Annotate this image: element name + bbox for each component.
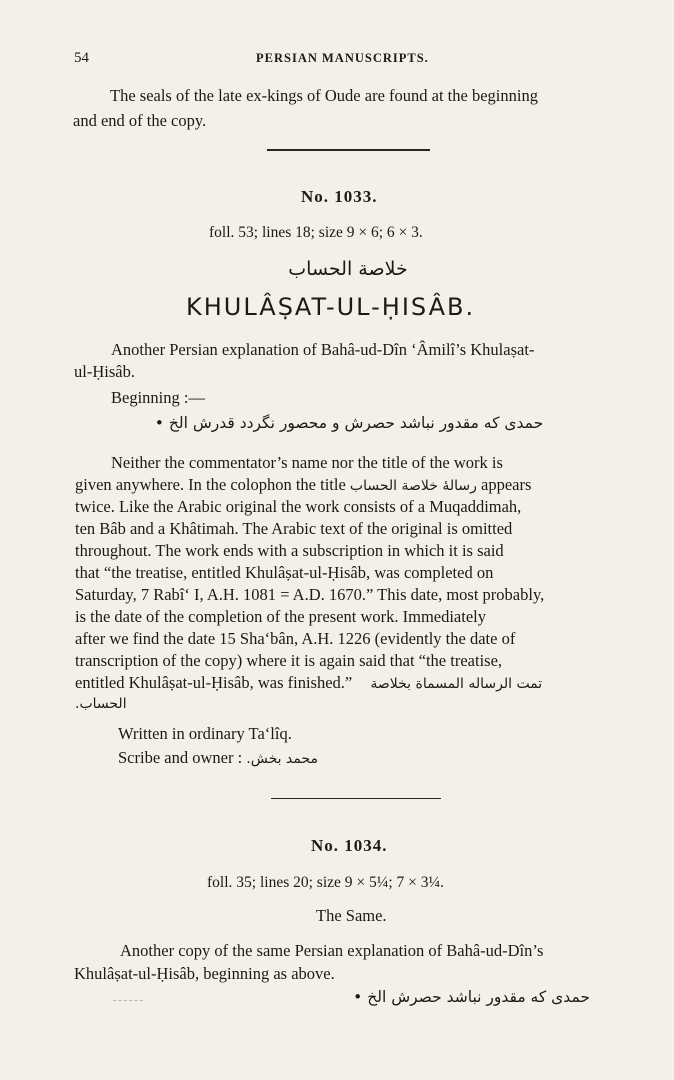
- body-line-8: is the date of the completion of the present work. Immediately: [75, 607, 487, 626]
- beginning-label: Beginning :—: [111, 388, 205, 407]
- running-title: PERSIAN MANUSCRIPTS.: [256, 51, 429, 65]
- entry-1034-description-line-1: Another copy of the same Persian explanation of Bahâ-ud-Dîn’s: [120, 941, 544, 960]
- entry-1034-description-line-2: Khulâṣat-ul-Ḥisâb, beginning as above.: [74, 964, 335, 983]
- body-line-3: twice. Like the Arabic original the work consists of a Muqaddimah,: [75, 497, 522, 516]
- intro-line-2: and end of the copy.: [73, 111, 207, 130]
- entry-1034-beginning: [300, 988, 590, 1006]
- scribe-label: Scribe and owner :: [118, 748, 243, 767]
- entry-number-1033: No. 1033.: [301, 187, 378, 206]
- body-line-2: [75, 474, 531, 497]
- description-line-1: Another Persian explanation of Bahâ-ud-Dîn ‘Âmilî’s Khulaṣat-: [111, 340, 535, 359]
- beginning-arabic-text: [118, 414, 580, 432]
- description-line-2: ul-Ḥisâb.: [74, 362, 135, 381]
- body-line-5: throughout. The work ends with a subscription in which it is said: [75, 541, 504, 560]
- bullet-mark: •: [154, 414, 164, 432]
- arabic-title: خلاصة الحساب: [288, 258, 408, 280]
- same-heading: The Same.: [316, 906, 387, 925]
- entry-details-1033: foll. 53; lines 18; size 9 × 6; 6 × 3.: [209, 224, 423, 241]
- entry-number-1034: No. 1034.: [311, 836, 388, 855]
- body-line-9: after we find the date 15 Sha‘bân, A.H. 1226 (evidently the date of: [75, 629, 516, 648]
- colophon-title-arabic: رسالهٔ خلاصة الحساب: [349, 478, 477, 494]
- body-line-6: that “the treatise, entitled Khulâṣat-ul-Ḥisâb, was completed on: [75, 563, 494, 582]
- body-line-4: ten Bâb and a Khâtimah. The Arabic text of the original is omitted: [75, 519, 513, 538]
- entry-1034-beginning-arabic: حمدی که مقدور نباشد حصرش الخ: [367, 988, 590, 1006]
- body-line-10: transcription of the copy) where it is again said that “the treatise,: [75, 651, 503, 670]
- body-line-1: Neither the commentator’s name nor the title of the work is: [111, 453, 503, 472]
- scribe-line: [118, 747, 318, 770]
- section-divider-middle: [271, 798, 441, 799]
- body-line-7: Saturday, 7 Rabî‘ I, A.H. 1081 = A.D. 1670.” This date, most probably,: [75, 585, 545, 604]
- appears-word: appears: [481, 475, 532, 494]
- intro-line-1: The seals of the late ex-kings of Oude are found at the beginning: [110, 86, 538, 105]
- final-arabic-2: الحساب.: [75, 696, 127, 712]
- body-line-11: [75, 672, 542, 695]
- page-number: 54: [74, 50, 89, 66]
- bullet-mark-2: •: [353, 988, 363, 1006]
- beginning-arabic: حمدی که مقدور نباشد حصرش و محصور نگردد قدرش الخ: [168, 414, 544, 432]
- section-divider-top: [267, 149, 430, 151]
- scribe-name: محمد بخش.: [246, 751, 318, 767]
- entry-details-1034: foll. 35; lines 20; size 9 × 5¼; 7 × 3¼.: [207, 874, 445, 891]
- script-note: Written in ordinary Ta‘lîq.: [118, 724, 292, 743]
- body-line-11-text: entitled Khulâṣat-ul-Ḥisâb, was finished.”: [75, 673, 353, 692]
- faint-mark: [113, 1000, 143, 1001]
- final-arabic-1: تمت الرساله المسماة بخلاصة: [370, 676, 543, 692]
- body-line-2-text: given anywhere. In the colophon the title: [75, 475, 346, 494]
- work-title: KHULÂṢAT-UL-ḤISÂB.: [186, 293, 476, 321]
